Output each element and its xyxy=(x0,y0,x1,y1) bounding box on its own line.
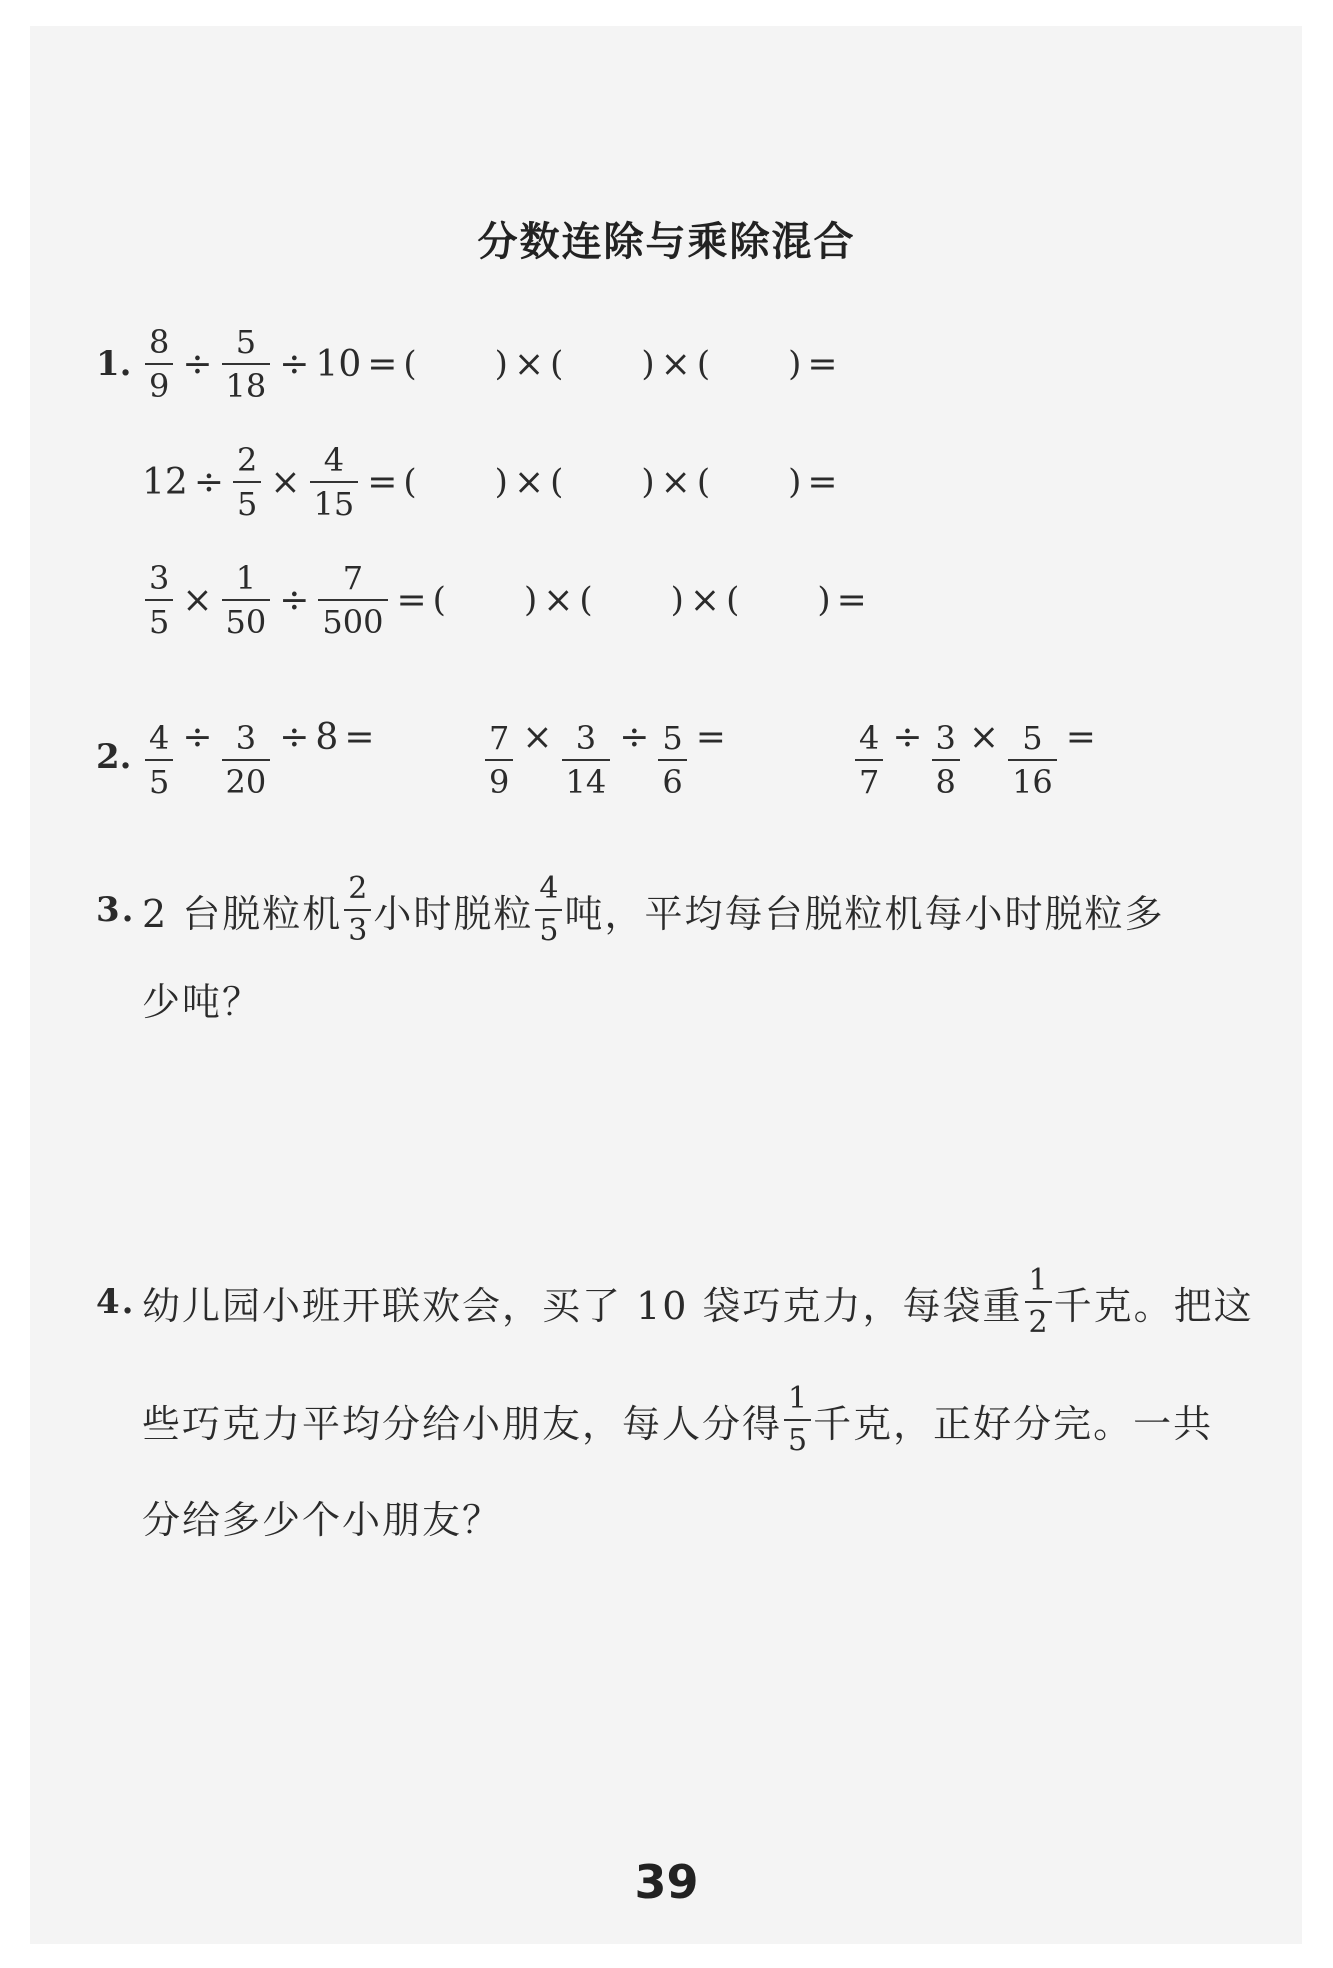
numerator: 3 xyxy=(575,718,597,757)
equals-sign: = xyxy=(367,461,398,503)
numerator: 4 xyxy=(323,441,345,479)
times-sign: × xyxy=(543,579,574,621)
number-term: 8 xyxy=(315,716,339,758)
numerator: 4 xyxy=(539,871,559,906)
operator: = xyxy=(344,716,375,758)
fraction xyxy=(658,718,686,801)
question-number: 2. xyxy=(96,737,132,777)
fraction xyxy=(1008,718,1057,801)
numerator: 4 xyxy=(859,718,880,757)
close-paren: ) xyxy=(494,462,508,502)
fraction xyxy=(222,323,271,405)
denominator: 9 xyxy=(485,759,513,798)
close-paren: ) xyxy=(817,580,831,620)
q4-text-b: 千克。把这 xyxy=(1053,1283,1254,1328)
times-sign: × xyxy=(513,461,545,503)
q1-expression-row xyxy=(96,314,844,414)
q2-expression-2 xyxy=(482,716,852,801)
close-paren: ) xyxy=(523,580,538,620)
close-paren: ) xyxy=(788,462,802,502)
question-number: 3. xyxy=(96,890,136,930)
numerator: 2 xyxy=(348,871,368,906)
question-2 xyxy=(96,707,1102,807)
fraction xyxy=(222,559,271,641)
close-paren: ) xyxy=(641,462,655,502)
close-paren: ) xyxy=(788,344,802,384)
denominator: 20 xyxy=(222,759,271,798)
open-paren: ( xyxy=(403,344,417,384)
close-paren: ) xyxy=(641,344,655,384)
close-paren: ) xyxy=(670,580,684,620)
question-3-line-1 xyxy=(96,860,1164,960)
open-paren: ( xyxy=(696,344,711,384)
operator: ÷ xyxy=(619,716,650,758)
question-4-line-3 xyxy=(142,1486,502,1546)
question-4-line-2 xyxy=(142,1370,1213,1470)
denominator: 7 xyxy=(855,759,883,798)
equals-sign: = xyxy=(836,579,867,621)
fraction xyxy=(310,441,359,523)
q4-text-d: 千克，正好分完。一共 xyxy=(813,1401,1214,1446)
question-3-line-2 xyxy=(142,968,262,1028)
numerator: 5 xyxy=(1022,718,1043,757)
fraction xyxy=(145,559,173,641)
open-paren: ( xyxy=(579,580,593,620)
open-paren: ( xyxy=(696,462,711,502)
q1-expression-row xyxy=(96,432,844,532)
q2-expression-3 xyxy=(852,716,1102,801)
open-paren: ( xyxy=(550,462,564,502)
operator: × xyxy=(270,461,301,503)
page-number: 39 xyxy=(634,1855,699,1909)
times-sign: × xyxy=(660,461,691,503)
q4-fraction-1 xyxy=(1025,1263,1052,1340)
q3-text-b: 小时脱粒 xyxy=(373,891,534,936)
numerator: 4 xyxy=(149,718,170,757)
denominator: 5 xyxy=(145,599,173,638)
open-paren: ( xyxy=(432,580,446,620)
numerator: 1 xyxy=(788,1381,808,1416)
operator: ÷ xyxy=(279,343,310,385)
numerator: 7 xyxy=(489,718,510,757)
denominator: 5 xyxy=(233,481,261,520)
equals-sign: = xyxy=(367,343,398,385)
operator: ÷ xyxy=(892,716,923,758)
numerator: 3 xyxy=(935,718,956,757)
q4-text-a: 幼儿园小班开联欢会，买了 10 袋巧克力，每袋重 xyxy=(142,1283,1023,1328)
number-term: 12 xyxy=(142,461,188,503)
times-sign: × xyxy=(513,343,545,385)
times-sign: × xyxy=(660,343,691,385)
numerator: 3 xyxy=(235,718,257,757)
q4-text-c: 些巧克力平均分给小朋友，每人分得 xyxy=(142,1401,783,1446)
numerator: 1 xyxy=(235,559,257,597)
q3-text-c: 吨，平均每台脱粒机每小时脱粒多 xyxy=(564,891,1165,936)
number-term: 10 xyxy=(315,343,362,385)
equals-sign: = xyxy=(807,343,838,385)
denominator: 9 xyxy=(145,363,173,402)
operator: ÷ xyxy=(193,461,224,503)
operator: × xyxy=(522,716,553,758)
open-paren: ( xyxy=(726,580,740,620)
denominator: 16 xyxy=(1008,759,1057,798)
q4-fraction-2 xyxy=(784,1381,811,1458)
q4-text-line-3: 分给多少个小朋友？ xyxy=(142,1497,503,1542)
fraction xyxy=(855,718,883,801)
operator: ÷ xyxy=(279,716,310,758)
numerator: 5 xyxy=(662,718,683,757)
operator: ÷ xyxy=(182,343,213,385)
denominator: 18 xyxy=(222,363,271,402)
q1-expression-row xyxy=(96,550,873,650)
q3-fraction-2 xyxy=(535,871,562,948)
operator: ÷ xyxy=(182,716,213,758)
operator: ÷ xyxy=(279,579,310,621)
question-number: 1. xyxy=(96,344,132,384)
numerator: 3 xyxy=(149,559,170,597)
close-paren: ) xyxy=(494,344,508,384)
denominator: 6 xyxy=(658,759,686,798)
fraction xyxy=(485,718,513,801)
equals-sign: = xyxy=(396,579,427,621)
fraction xyxy=(932,718,960,801)
q3-text-line-2: 少吨？ xyxy=(142,979,263,1024)
q2-expression-1 xyxy=(142,716,482,801)
numerator: 2 xyxy=(236,441,258,479)
fraction xyxy=(233,441,261,523)
question-4-line-1 xyxy=(96,1252,1254,1352)
denominator: 50 xyxy=(222,599,271,638)
denominator: 3 xyxy=(344,909,371,946)
q3-fraction-1 xyxy=(344,871,371,948)
equals-sign: = xyxy=(807,461,838,503)
operator: = xyxy=(1065,716,1096,758)
operator: × xyxy=(182,579,213,621)
denominator: 8 xyxy=(932,759,960,798)
open-paren: ( xyxy=(403,462,417,502)
denominator: 500 xyxy=(318,599,387,638)
denominator: 5 xyxy=(784,1419,811,1456)
question-number: 4. xyxy=(96,1282,136,1322)
fraction xyxy=(222,718,271,801)
denominator: 5 xyxy=(535,909,562,946)
denominator: 5 xyxy=(145,759,173,798)
fraction xyxy=(145,718,173,801)
numerator: 5 xyxy=(235,323,257,361)
numerator: 1 xyxy=(1028,1263,1048,1298)
denominator: 14 xyxy=(562,759,611,798)
times-sign: × xyxy=(689,579,721,621)
fraction xyxy=(318,559,387,641)
page-title: 分数连除与乘除混合 xyxy=(477,219,856,265)
open-paren: ( xyxy=(550,344,564,384)
operator: × xyxy=(968,716,1000,758)
operator: = xyxy=(695,716,726,758)
numerator: 8 xyxy=(149,323,170,361)
denominator: 2 xyxy=(1025,1301,1052,1338)
numerator: 7 xyxy=(342,559,364,597)
q3-text-a: 2 台脱粒机 xyxy=(142,891,343,936)
fraction xyxy=(562,718,611,801)
denominator: 15 xyxy=(310,481,359,520)
fraction xyxy=(145,323,173,405)
